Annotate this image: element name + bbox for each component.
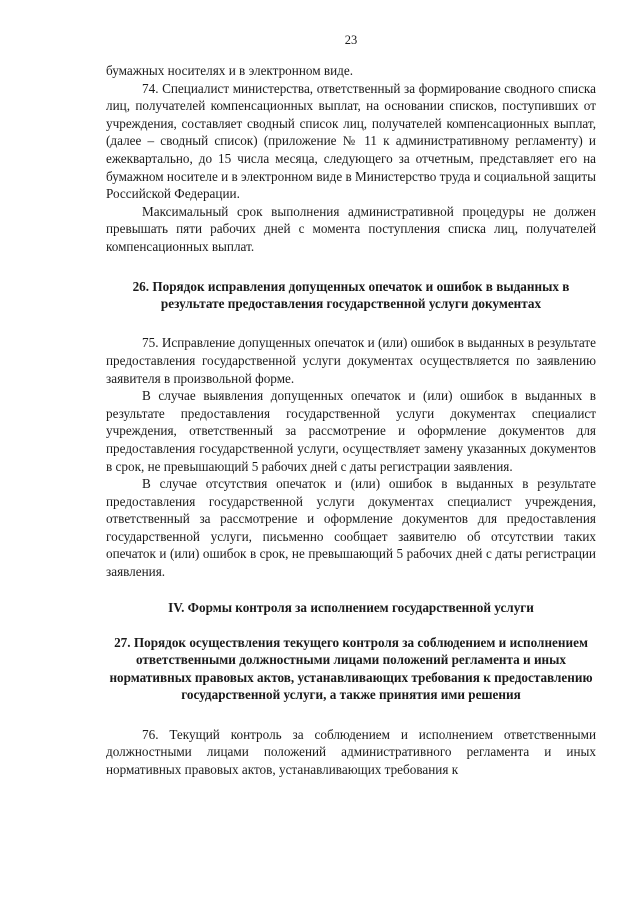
paragraph-75: 75. Исправление допущенных опечаток и (или) ошибок в выданных в результате предоставления государственной услуги документах осуществляется по заявлению заявителя в произвольной форме. <box>106 335 596 386</box>
paragraph-75-no-errors: В случае отсутствия опечаток и (или) ошибок в выданных в результате предоставления государственной услуги документах специалист учреждения, ответственный за рассмотрение и оформление документов для предоставления государственной услуги, письменно сообщает заявителю об отсутствии таких опечаток и (или) ошибок в срок, не превышающий 5 рабочих дней с даты регистрации заявления. <box>106 476 596 580</box>
chapter-heading-iv: IV. Формы контроля за исполнением государственной услуги <box>168 599 534 615</box>
page-number: 23 <box>344 33 358 47</box>
paragraph-74: 74. Специалист министерства, ответственный за формирование сводного списка лиц, получателей компенсационных выплат, на основании списков, поступивших от учреждения, составляет сводный список лиц, получателей компенсационных выплат, (далее – сводный список) (приложение № 11 к административному регламенту) и ежеквартально, до 15 числа месяца, следующего за отчетным, представляет его на бумажном носителе и в электронном виде в Министерство труда и социальной защиты Российской Федерации. <box>106 80 596 202</box>
paragraph-74-deadline: Максимальный срок выполнения административной процедуры не должен превышать пяти рабочих дней с момента поступления списка лиц, получателей компенсационных выплат. <box>106 203 596 254</box>
paragraph-continuation: бумажных носителях и в электронном виде. <box>106 63 354 78</box>
paragraph-75-errors-found: В случае выявления допущенных опечаток и (или) ошибок в выданных в результате предоставления государственной услуги документах специалист учреждения, ответственный за рассмотрение и оформление документов для предоставления государственной услуги, осуществляет замену указанных документов в срок, не превышающий 5 рабочих дней с даты регистрации заявления. <box>106 388 596 474</box>
section-heading-27: 27. Порядок осуществления текущего контроля за соблюдением и исполнением ответственными должностными лицами положений регламента и иных нормативных правовых актов, устанавливающих требования к предоставлению государственной услуги, а также принятия ими решения <box>109 635 593 703</box>
body-text <box>106 62 596 778</box>
section-heading-26: 26. Порядок исправления допущенных опечаток и ошибок в выданных в результате предоставления государственной услуги документах <box>132 278 570 311</box>
paragraph-76: 76. Текущий контроль за соблюдением и исполнением ответственными должностными лицами положений административного регламента и иных нормативных правовых актов, устанавливающих требования к <box>106 726 596 777</box>
